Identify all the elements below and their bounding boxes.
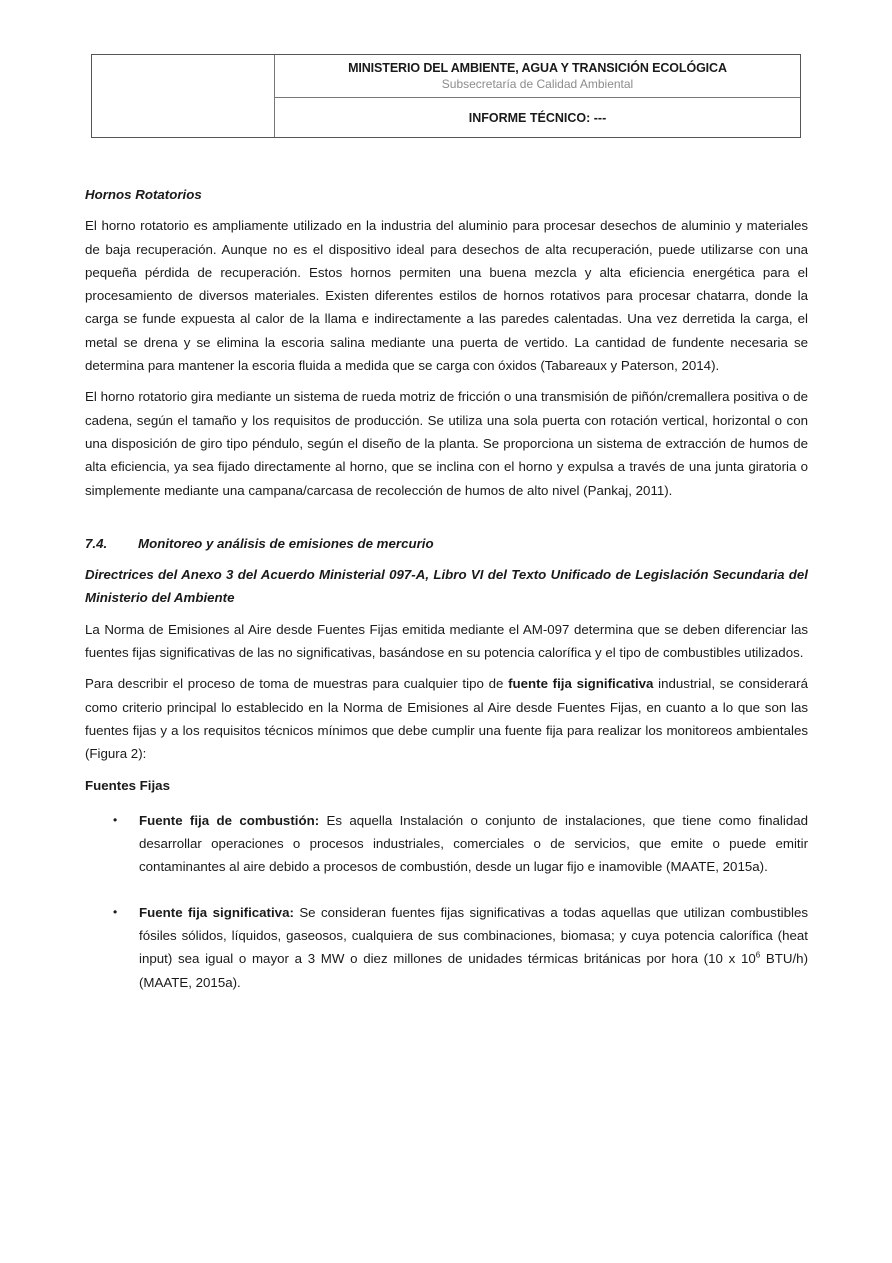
hornos-paragraph-2: El horno rotatorio gira mediante un sistema de rueda motriz de fricción o una transmisión de piñón/cremallera positiva o de cadena, según el tamaño y los requisitos de producción. Se utiliza una sola puerta con rotación vertical, horizontal o con una disposición de giro tipo péndulo, según el diseño de la planta. Se proporciona un sistema de extracción de humos de alta eficiencia, ya sea fijado directamente al horno, que se inclina con el horno y expulsa a través de una junta giratoria o simplemente mediante una campana/carcasa de recolección de humos de alto nivel (Pankaj, 2011). xyxy=(85,389,808,498)
ministry-name: MINISTERIO DEL AMBIENTE, AGUA Y TRANSICIÓN ECOLÓGICA xyxy=(348,61,727,75)
fuentes-fijas-heading: Fuentes Fijas xyxy=(85,777,170,793)
list-item: • Fuente fija significativa: Se consideran fuentes fijas significativas a todas aquellas que utilizan combustibles fósiles sólidos, líquidos, gaseosos, cualquiera de sus combinaciones, biomasa; y cuya potencia calorífica (heat input) sea igual o mayor a 3 MW o diez millones de unidades térmicas británicas por hora (10 x $10^6$ BTU/h) (MAATE, 2015a). xyxy=(113,901,808,994)
section-paragraph-2: Para describir el proceso de toma de muestras para cualquier tipo de fuente fija significativa industrial, se considerará como criterio principal lo establecido en la Norma de Emisiones al Aire desde Fuentes Fijas, en cuanto a lo que son las fuentes fijas y a los requisitos técnicos mínimos que debe cumplir una fuente fija para realizar los monitoreos ambientales (Figura 2): xyxy=(85,676,808,762)
document-header xyxy=(91,54,801,138)
header-title-cell xyxy=(275,55,800,98)
header-info xyxy=(275,55,800,137)
section-title: Monitoreo y análisis de emisiones de mercurio xyxy=(138,535,434,551)
emphasis-fuente-fija: fuente fija significativa xyxy=(508,676,654,692)
bullet-icon: • xyxy=(113,812,118,827)
bullet-term: Fuente fija de combustión: xyxy=(139,812,320,828)
document-body xyxy=(85,183,808,994)
fuentes-list xyxy=(85,809,808,994)
bullet-term: Fuente fija significativa: xyxy=(139,904,294,920)
bullet-icon: • xyxy=(113,904,118,919)
section-paragraph-1: La Norma de Emisiones al Aire desde Fuentes Fijas emitida mediante el AM-097 determina que se deben diferenciar las fuentes fijas significativas de las no significativas, basándose en su potencia calorífica y el tipo de combustibles utilizados. xyxy=(85,621,808,661)
report-label: INFORME TÉCNICO: --- xyxy=(468,110,607,125)
subsecretary-name: Subsecretaría de Calidad Ambiental xyxy=(441,77,634,91)
section-subtitle: Directrices del Anexo 3 del Acuerdo Ministerial 097-A, Libro VI del Texto Unificado de Legislación Secundaria del Ministerio del Ambiente xyxy=(85,567,808,606)
hornos-heading: Hornos Rotatorios xyxy=(85,187,202,202)
section-number: 7.4. xyxy=(85,535,108,551)
hornos-paragraph-1: El horno rotatorio es ampliamente utilizado en la industria del aluminio para procesar desechos de aluminio y materiales de baja recuperación. Aunque no es el dispositivo ideal para desechos de alta recuperación, puede utilizarse con una pequeña pérdida de recuperación. Estos hornos permiten una buena mezcla y alta eficiencia energética para el procesamiento de diversos materiales. Existen diferentes estilos de hornos rotativos para procesar chatarra, donde la carga se funde expuesta al calor de la llama e indirectamente a las paredes calentadas. Una vez derretida la carga, el metal se drena y se elimina la escoria salina mediante una puerta de vertido. La cantidad de fundente necesaria se determina para mantener la escoria fluida a medida que se carga con óxidos (Tabareaux y Paterson, 2014). xyxy=(85,218,808,374)
list-item: • Fuente fija de combustión: Es aquella Instalación o conjunto de instalaciones, que tiene como finalidad desarrollar operaciones o procesos industriales, comerciales o de servicios, que emite o puede emitir contaminantes al aire debido a procesos de combustión, desde un lugar fijo e inamovible (MAATE, 2015a). xyxy=(113,809,808,879)
section-heading xyxy=(85,532,808,555)
header-logo-cell xyxy=(92,55,275,137)
